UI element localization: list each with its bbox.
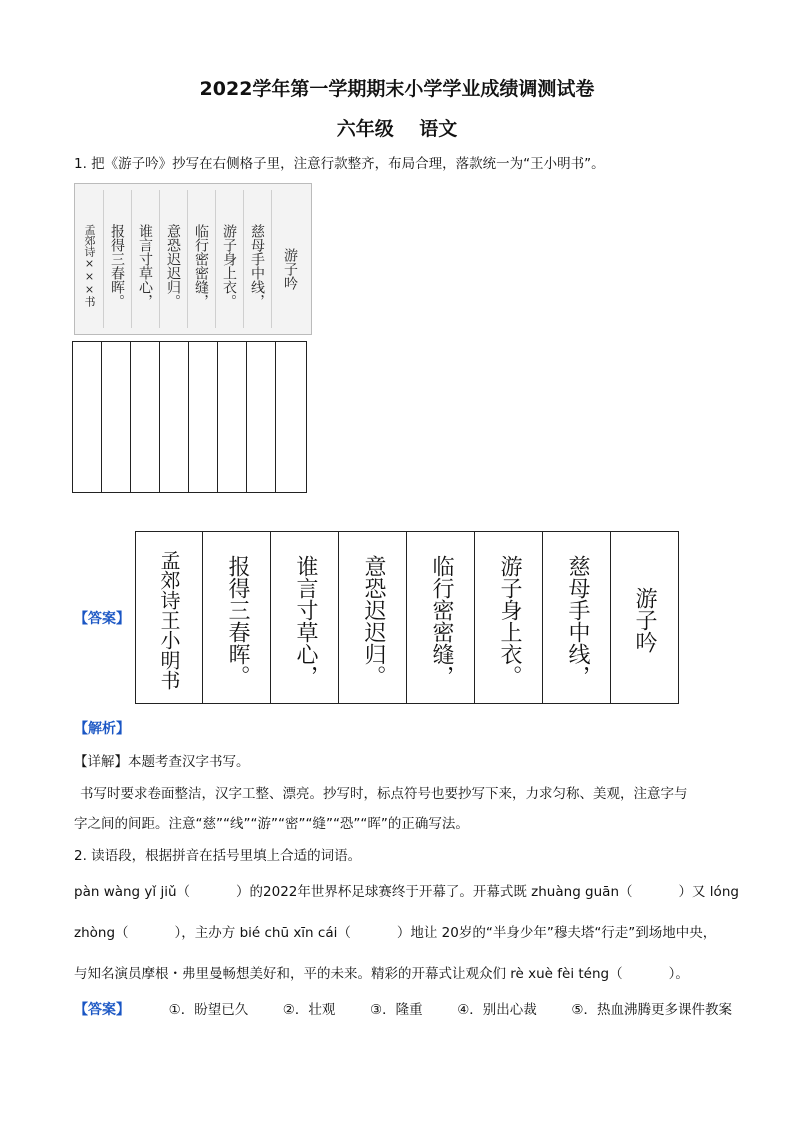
q2-text: pàn wàng yǐ jiǔ（ (74, 884, 191, 900)
q1-detail: 【详解】本题考查汉字书写。 (74, 754, 250, 770)
sample-column-text: 慈母手中线， (249, 224, 265, 308)
grid-divider (159, 342, 160, 492)
q1-detail-paragraph-1: 书写时要求卷面整洁，汉字工整、漂亮。抄写时，标点符号也要抄写下来，力求匀称、美观，注意字与 (80, 786, 688, 802)
sample-column (243, 190, 272, 328)
sample-column (187, 190, 216, 328)
q2-prompt: 2. 读语段，根据拼音在括号里填上合适的词语。 (74, 848, 362, 864)
sample-column-text: 临行密密缝， (193, 224, 209, 308)
answer-column-text: 报得三春晖。 (225, 555, 250, 687)
grid-divider (188, 342, 189, 492)
answer-column (544, 532, 611, 703)
sample-column (131, 190, 160, 328)
q1-analysis-label: 【解析】 (74, 721, 130, 737)
sample-column (159, 190, 188, 328)
q2-text: ）的2022年世界杯足球赛终于开幕了。开幕式既 zhuàng guān（ (236, 884, 633, 900)
answer-column-text: 游子吟 (632, 587, 657, 653)
q2-text: ）地让 20岁的“半身少年”穆夫塔“行走”到场地中央， (396, 925, 717, 941)
sample-column (215, 190, 244, 328)
writing-grid[interactable] (72, 341, 307, 493)
q2-answer-row (74, 998, 732, 1019)
answer-column (136, 532, 203, 703)
sample-poem-image (74, 183, 312, 335)
grid-divider (246, 342, 247, 492)
q2-passage-line-2 (74, 921, 716, 941)
q2-answer: ④．别出心裁 (457, 1002, 537, 1018)
sample-column-text: 游子吟 (282, 248, 298, 290)
sample-column-text: 报得三春晖。 (109, 224, 125, 308)
q1-answer-label: 【答案】 (74, 611, 130, 627)
q2-text: ）又 lóng (678, 884, 739, 900)
q2-answer-label: 【答案】 (74, 1002, 130, 1018)
q2-text: zhòng（ (74, 925, 129, 941)
sample-column-text: 谁言寸草心， (137, 224, 153, 308)
q2-text: ）。 (668, 966, 689, 982)
answer-column (476, 532, 543, 703)
q2-text: ），主办方 bié chū xīn cái（ (174, 925, 351, 941)
q2-answer: ⑤．热血沸腾更多课件教案 (571, 1002, 733, 1018)
grid-divider (217, 342, 218, 492)
q2-answer: ③．隆重 (370, 1002, 423, 1018)
answer-column-text: 意恐迟迟归。 (361, 555, 386, 687)
q1-prompt: 1. 把《游子吟》抄写在右侧格子里，注意行款整齐，布局合理，落款统一为“王小明书”。 (74, 156, 605, 172)
answer-column (272, 532, 339, 703)
exam-subtitle: 六年级 语文 (336, 118, 458, 140)
answer-column (340, 532, 407, 703)
answer-column-text: 游子身上衣。 (497, 555, 522, 687)
sample-column (103, 190, 132, 328)
answer-column (612, 532, 676, 703)
q2-passage-line-1 (74, 880, 739, 900)
q2-answer: ②．壮观 (282, 1002, 336, 1018)
sample-column-text: 意恐迟迟归。 (165, 224, 181, 308)
sample-column-text: 孟郊诗×××书 (83, 223, 96, 307)
answer-column-text: 临行密密缝， (429, 555, 454, 687)
sample-column-text: 游子身上衣。 (221, 224, 237, 308)
answer-column-text: 慈母手中线， (565, 555, 590, 687)
answer-grid (135, 531, 679, 704)
q2-text: 与知名演员摩根・弗里曼畅想美好和，平的未来。精彩的开幕式让观众们 rè xuè fèi téng（ (74, 966, 623, 982)
q1-detail-paragraph-2: 字之间的间距。注意“慈”“线”“游”“密”“缝”“恐”“晖”的正确写法。 (74, 816, 469, 832)
grid-divider (275, 342, 276, 492)
q2-answer: ①．盼望已久 (168, 1002, 249, 1018)
answer-column (408, 532, 475, 703)
q2-passage-line-3 (74, 962, 689, 982)
grid-divider (101, 342, 102, 492)
exam-title: 2022学年第一学期期末小学学业成绩调测试卷 (199, 78, 595, 100)
answer-column-text: 谁言寸草心， (293, 555, 318, 687)
answer-column (204, 532, 271, 703)
sample-column (271, 190, 309, 328)
sample-column (75, 190, 104, 328)
grid-divider (130, 342, 131, 492)
answer-column-text: 孟郊诗王小明书 (157, 550, 181, 690)
